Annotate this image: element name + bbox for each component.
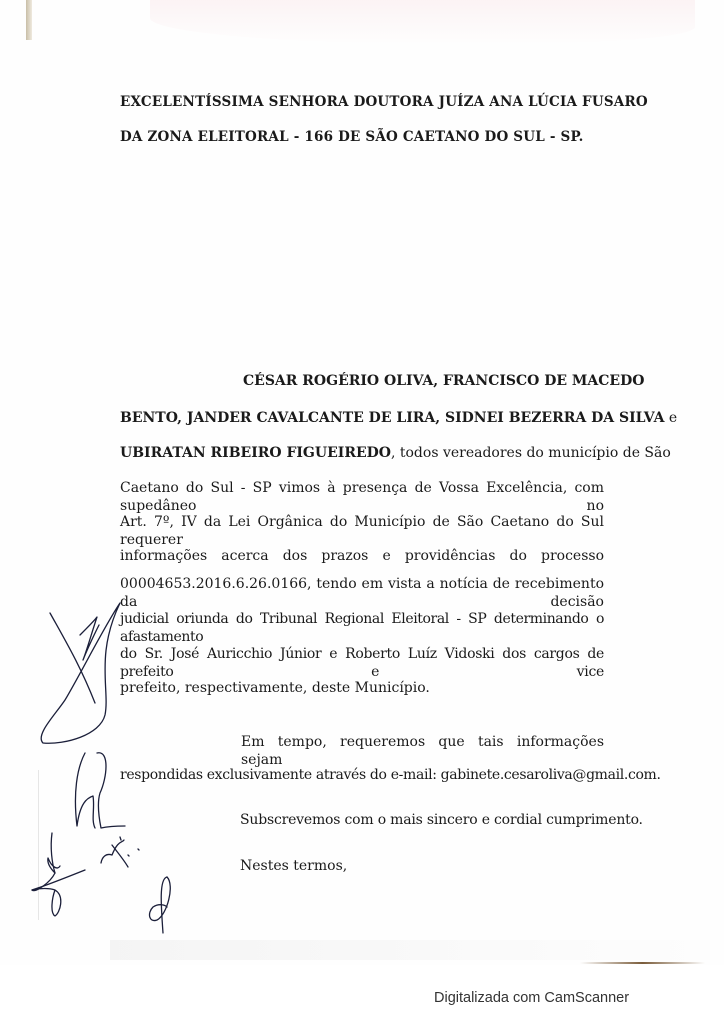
signature-4 (98, 835, 146, 870)
closing-salutation: Subscrevemos com o mais sincero e cordial cumprimento. (240, 812, 643, 828)
petitioners-line-1: CÉSAR ROGÉRIO OLIVA, FRANCISCO DE MACEDO (243, 373, 645, 389)
closing-terms: Nestes termos, (240, 858, 348, 874)
paper-bottom-edge (580, 962, 705, 964)
body-line-10: prefeito, respectivamente, deste Município. (120, 680, 430, 696)
paper-edge (26, 0, 32, 40)
request-line-1: Em tempo, requeremos que tais informações sejam (241, 734, 604, 768)
petitioners-line-2 (120, 409, 677, 427)
body-text: , todos vereadores do município de São (390, 445, 671, 461)
camscanner-watermark: Digitalizada com CamScanner (434, 990, 630, 1006)
signature-3 (30, 828, 90, 918)
body-line-9: do Sr. José Auricchio Júnior e Roberto Luíz Vidoski dos cargos de prefeito e vice (120, 646, 604, 680)
addressee-line-1: EXCELENTÍSSIMA SENHORA DOUTORA JUÍZA ANA LÚCIA FUSARO (120, 94, 648, 110)
petitioner-name-last: UBIRATAN RIBEIRO FIGUEIREDO (120, 445, 391, 461)
signature-5 (145, 875, 180, 935)
body-line-4: Caetano do Sul - SP vimos à presença de Vossa Excelência, com supedâneo no (120, 480, 604, 514)
email-request-line: respondidas exclusivamente através do e-mail: gabinete.cesaroliva@gmail.com. (120, 767, 661, 783)
addressee-line-2: DA ZONA ELEITORAL - 166 DE SÃO CAETANO DO SUL - SP. (120, 129, 584, 145)
body-line-5: Art. 7º, IV da Lei Orgânica do Município de São Caetano do Sul requerer (120, 514, 604, 548)
signature-1 (25, 595, 120, 745)
scan-shadow (150, 0, 695, 45)
signature-2 (65, 748, 125, 833)
conjunction: e (664, 410, 678, 426)
body-line-8: judicial oriunda do Tribunal Regional Eleitoral - SP determinando o afastamento (120, 611, 604, 645)
process-number-line: 00004653.2016.6.26.0166, tendo em vista a notícia de recebimento da decisão (120, 576, 604, 610)
body-line-6: informações acerca dos prazos e providências do processo (120, 548, 604, 564)
petitioners-line-3 (120, 444, 671, 462)
petitioner-names: BENTO, JANDER CAVALCANTE DE LIRA, SIDNEI BEZERRA DA SILVA (120, 410, 665, 426)
bleed-through-text (110, 940, 710, 960)
